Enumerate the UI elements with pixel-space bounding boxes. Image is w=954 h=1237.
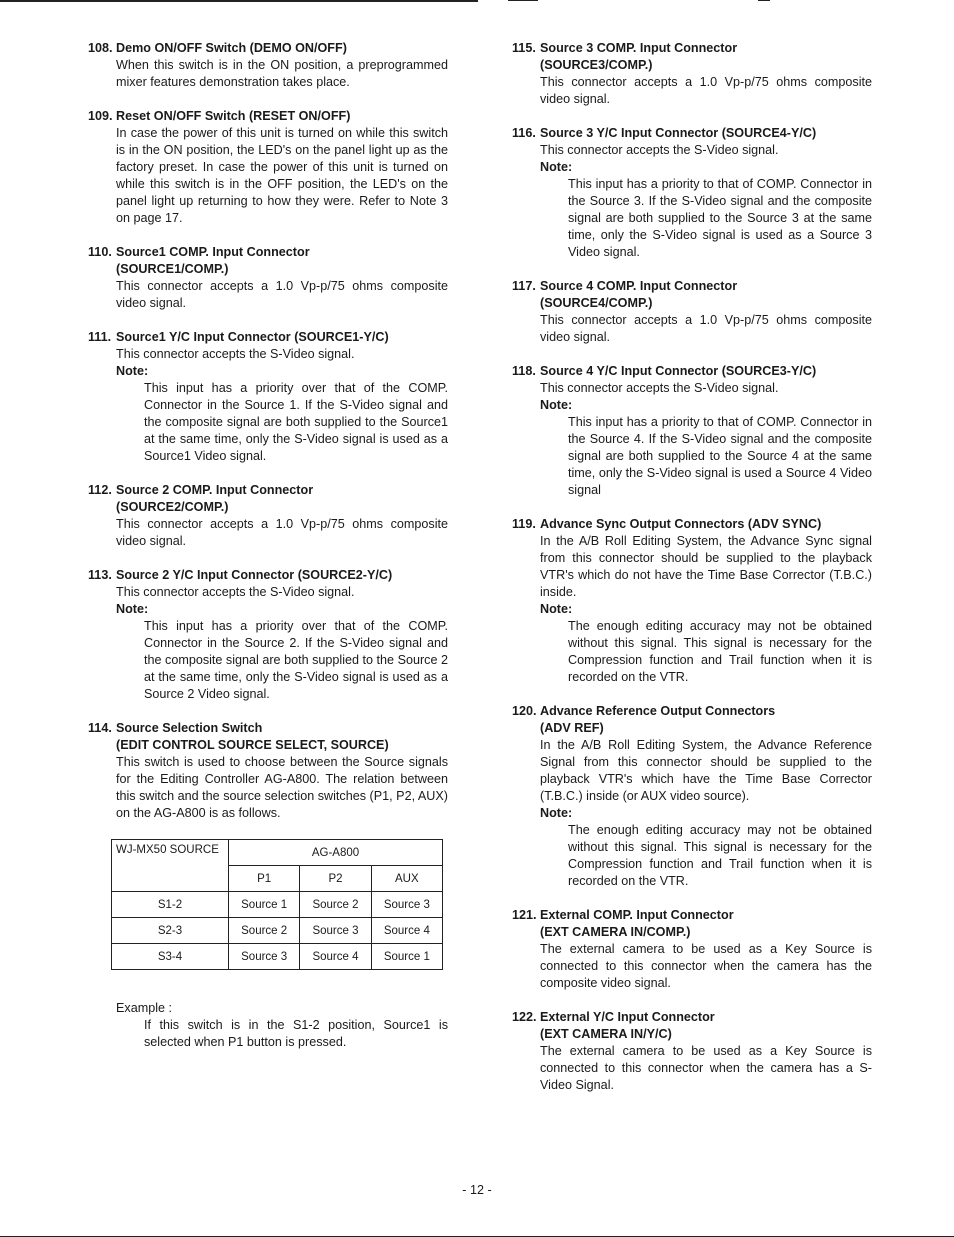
section-item bbox=[88, 329, 448, 465]
section-item bbox=[88, 40, 448, 91]
example-text: If this switch is in the S1-2 position, Source1 is selected when P1 button is pressed. bbox=[144, 1018, 448, 1049]
section-body: This connector accepts the S-Video signal. bbox=[116, 347, 355, 361]
note-text: This input has a priority to that of COMP. Connector in the Source 4. If the S-Video signal and the composite signal are both supplied to the Source 4 at the same time, only the S-Video signal is used a Source 4 Video signal bbox=[568, 415, 872, 497]
section-subtitle: (SOURCE2/COMP.) bbox=[116, 500, 229, 514]
table-row-label: S1-2 bbox=[112, 892, 229, 918]
section-body: This connector accepts a 1.0 Vp-p/75 ohms composite video signal. bbox=[540, 75, 872, 106]
section-item bbox=[512, 907, 872, 992]
section-number: 121. bbox=[512, 908, 537, 922]
section-body: This connector accepts a 1.0 Vp-p/75 ohms composite video signal. bbox=[116, 517, 448, 548]
section-item bbox=[512, 363, 872, 499]
table-row-label: S2-3 bbox=[112, 918, 229, 944]
section-number: 122. bbox=[512, 1010, 537, 1024]
note-text: The enough editing accuracy may not be obtained without this signal. This signal is necessary for the Compression function and Trail function when it is recorded on the VTR. bbox=[568, 619, 872, 684]
section-heading bbox=[512, 703, 872, 737]
table-row-label: S3-4 bbox=[112, 944, 229, 970]
section-item bbox=[88, 108, 448, 227]
section-body: In the A/B Roll Editing System, the Advance Reference Signal from this connector should be supplied to the playback VTR's which have the Time Base Corrector (T.B.C.) inside (or AUX video source). bbox=[540, 738, 872, 803]
section-number: 117. bbox=[512, 279, 536, 293]
top-rule bbox=[0, 0, 478, 2]
table-cell: Source 3 bbox=[229, 944, 300, 970]
example-label: Example : bbox=[116, 1001, 172, 1015]
section-number: 110. bbox=[88, 245, 112, 259]
section-title: Advance Reference Output Connectors bbox=[540, 704, 776, 718]
section-number: 112. bbox=[88, 483, 112, 497]
section-heading bbox=[88, 108, 448, 125]
section-number: 120. bbox=[512, 704, 537, 718]
section-heading bbox=[512, 516, 872, 533]
section-body: This connector accepts a 1.0 Vp-p/75 ohms composite video signal. bbox=[116, 279, 448, 310]
note-label: Note: bbox=[540, 602, 573, 616]
section-body: This connector accepts the S-Video signal. bbox=[540, 381, 779, 395]
table-cell: Source 2 bbox=[229, 918, 300, 944]
section-title: Source 3 COMP. Input Connector bbox=[540, 41, 738, 55]
section-subtitle: (EDIT CONTROL SOURCE SELECT, SOURCE) bbox=[116, 738, 389, 752]
section-number: 109. bbox=[88, 109, 113, 123]
section-item bbox=[88, 720, 448, 822]
section-number: 116. bbox=[512, 126, 536, 140]
note-text: The enough editing accuracy may not be obtained without this signal. This signal is necessary for the Compression function and Trail function when it is recorded on the VTR. bbox=[568, 823, 872, 888]
section-title: Source 2 Y/C Input Connector (SOURCE2-Y/C) bbox=[116, 568, 393, 582]
section-heading bbox=[512, 125, 872, 142]
section-title: Source Selection Switch bbox=[116, 721, 263, 735]
section-heading bbox=[88, 244, 448, 278]
section-item bbox=[88, 567, 448, 703]
section-title: Source 4 Y/C Input Connector (SOURCE3-Y/C) bbox=[540, 364, 817, 378]
table-row bbox=[112, 892, 443, 918]
table-group-header: AG-A800 bbox=[229, 840, 443, 866]
table-col-header: P2 bbox=[300, 866, 371, 892]
section-subtitle: (SOURCE1/COMP.) bbox=[116, 262, 229, 276]
top-rule-mark bbox=[508, 0, 538, 1]
section-title: Demo ON/OFF Switch (DEMO ON/OFF) bbox=[116, 41, 347, 55]
table-col-header: P1 bbox=[229, 866, 300, 892]
section-subtitle: (ADV REF) bbox=[540, 721, 604, 735]
section-subtitle: (EXT CAMERA IN/Y/C) bbox=[540, 1027, 672, 1041]
section-heading bbox=[512, 1009, 872, 1043]
section-heading bbox=[512, 40, 872, 74]
table-row bbox=[112, 918, 443, 944]
source-selection-table bbox=[111, 839, 443, 970]
section-heading bbox=[512, 363, 872, 380]
section-heading bbox=[88, 567, 448, 584]
section-item bbox=[512, 1009, 872, 1094]
table-cell: Source 2 bbox=[300, 892, 371, 918]
table-cell: Source 1 bbox=[371, 944, 442, 970]
section-item bbox=[512, 125, 872, 261]
right-column bbox=[512, 40, 872, 1111]
section-subtitle: (SOURCE3/COMP.) bbox=[540, 58, 653, 72]
section-body: The external camera to be used as a Key Source is connected to this connector when the camera has a S-Video Signal. bbox=[540, 1044, 872, 1092]
section-title: Source1 COMP. Input Connector bbox=[116, 245, 310, 259]
note-label: Note: bbox=[540, 806, 573, 820]
section-title: Advance Sync Output Connectors (ADV SYNC) bbox=[540, 517, 822, 531]
top-rule-mark bbox=[758, 0, 770, 1]
table-col-header: AUX bbox=[371, 866, 442, 892]
section-heading bbox=[88, 720, 448, 754]
note-text: This input has a priority over that of the COMP. Connector in the Source 2. If the S-Video signal and the composite signal are both supplied to the Source 2 at the same time, only the S-Video signal is used as a Source 2 Video signal. bbox=[144, 619, 448, 701]
section-body: This switch is used to choose between the Source signals for the Editing Controller AG-A800. The relation between this switch and the source selection switches (P1, P2, AUX) on the AG-A800 is as follows. bbox=[116, 755, 448, 820]
left-column bbox=[88, 40, 448, 1051]
section-heading bbox=[512, 907, 872, 941]
table-cell: Source 3 bbox=[371, 892, 442, 918]
page-number: - 12 - bbox=[462, 1183, 492, 1197]
section-number: 115. bbox=[512, 41, 536, 55]
note-label: Note: bbox=[116, 602, 149, 616]
note-label: Note: bbox=[540, 398, 573, 412]
section-item bbox=[512, 516, 872, 686]
right-sections bbox=[512, 40, 872, 1094]
table-cell: Source 4 bbox=[300, 944, 371, 970]
note-text: This input has a priority to that of COMP. Connector in the Source 3. If the S-Video signal and the composite signal are both supplied to the Source 3 at the same time, only the S-Video signal is used as a Source 3 Video signal. bbox=[568, 177, 872, 259]
section-body: When this switch is in the ON position, a preprogrammed mixer features demonstration takes place. bbox=[116, 58, 448, 89]
section-title: Source1 Y/C Input Connector (SOURCE1-Y/C) bbox=[116, 330, 389, 344]
table-corner-cell: WJ-MX50 SOURCE bbox=[112, 840, 229, 892]
section-number: 114. bbox=[88, 721, 112, 735]
section-body: In the A/B Roll Editing System, the Advance Sync signal from this connector should be supplied to the playback VTR's which do not have the Time Base Corrector (T.B.C.) inside. bbox=[540, 534, 872, 599]
section-heading bbox=[88, 40, 448, 57]
section-body: This connector accepts the S-Video signal. bbox=[540, 143, 779, 157]
note-text: This input has a priority over that of the COMP. Connector in the Source 1. If the S-Video signal and the composite signal are both supplied to the Source1 at the same time, only the S-Video signal is used as a Source1 Video signal. bbox=[144, 381, 448, 463]
table-row bbox=[112, 944, 443, 970]
section-title: External Y/C Input Connector bbox=[540, 1010, 715, 1024]
section-item bbox=[88, 244, 448, 312]
section-number: 113. bbox=[88, 568, 112, 582]
note-label: Note: bbox=[116, 364, 149, 378]
section-item bbox=[512, 703, 872, 890]
section-number: 108. bbox=[88, 41, 113, 55]
section-number: 118. bbox=[512, 364, 536, 378]
table-header-row bbox=[112, 840, 443, 866]
section-item bbox=[512, 278, 872, 346]
section-body: This connector accepts the S-Video signal. bbox=[116, 585, 355, 599]
section-subtitle: (EXT CAMERA IN/COMP.) bbox=[540, 925, 691, 939]
table-cell: Source 1 bbox=[229, 892, 300, 918]
section-heading bbox=[512, 278, 872, 312]
section-title: Source 2 COMP. Input Connector bbox=[116, 483, 314, 497]
section-body: In case the power of this unit is turned on while this switch is in the ON position, the LED's on the panel light up as the factory preset. In case the power of this unit is turned on while this switch is in the OFF position, the LED's on the panel light up returning to how they were. Refer to Note 3 on page 17. bbox=[116, 126, 448, 225]
section-title: External COMP. Input Connector bbox=[540, 908, 734, 922]
section-item bbox=[88, 482, 448, 550]
section-heading bbox=[88, 482, 448, 516]
section-title: Reset ON/OFF Switch (RESET ON/OFF) bbox=[116, 109, 351, 123]
section-body: This connector accepts a 1.0 Vp-p/75 ohms composite video signal. bbox=[540, 313, 872, 344]
section-title: Source 3 Y/C Input Connector (SOURCE4-Y/C) bbox=[540, 126, 817, 140]
section-number: 111. bbox=[88, 330, 112, 344]
left-sections bbox=[88, 40, 448, 822]
section-heading bbox=[88, 329, 448, 346]
section-title: Source 4 COMP. Input Connector bbox=[540, 279, 738, 293]
section-body: The external camera to be used as a Key Source is connected to this connector when the camera has the composite video signal. bbox=[540, 942, 872, 990]
table-cell: Source 4 bbox=[371, 918, 442, 944]
table-cell: Source 3 bbox=[300, 918, 371, 944]
note-label: Note: bbox=[540, 160, 573, 174]
section-number: 119. bbox=[512, 517, 536, 531]
section-item bbox=[512, 40, 872, 108]
section-subtitle: (SOURCE4/COMP.) bbox=[540, 296, 653, 310]
